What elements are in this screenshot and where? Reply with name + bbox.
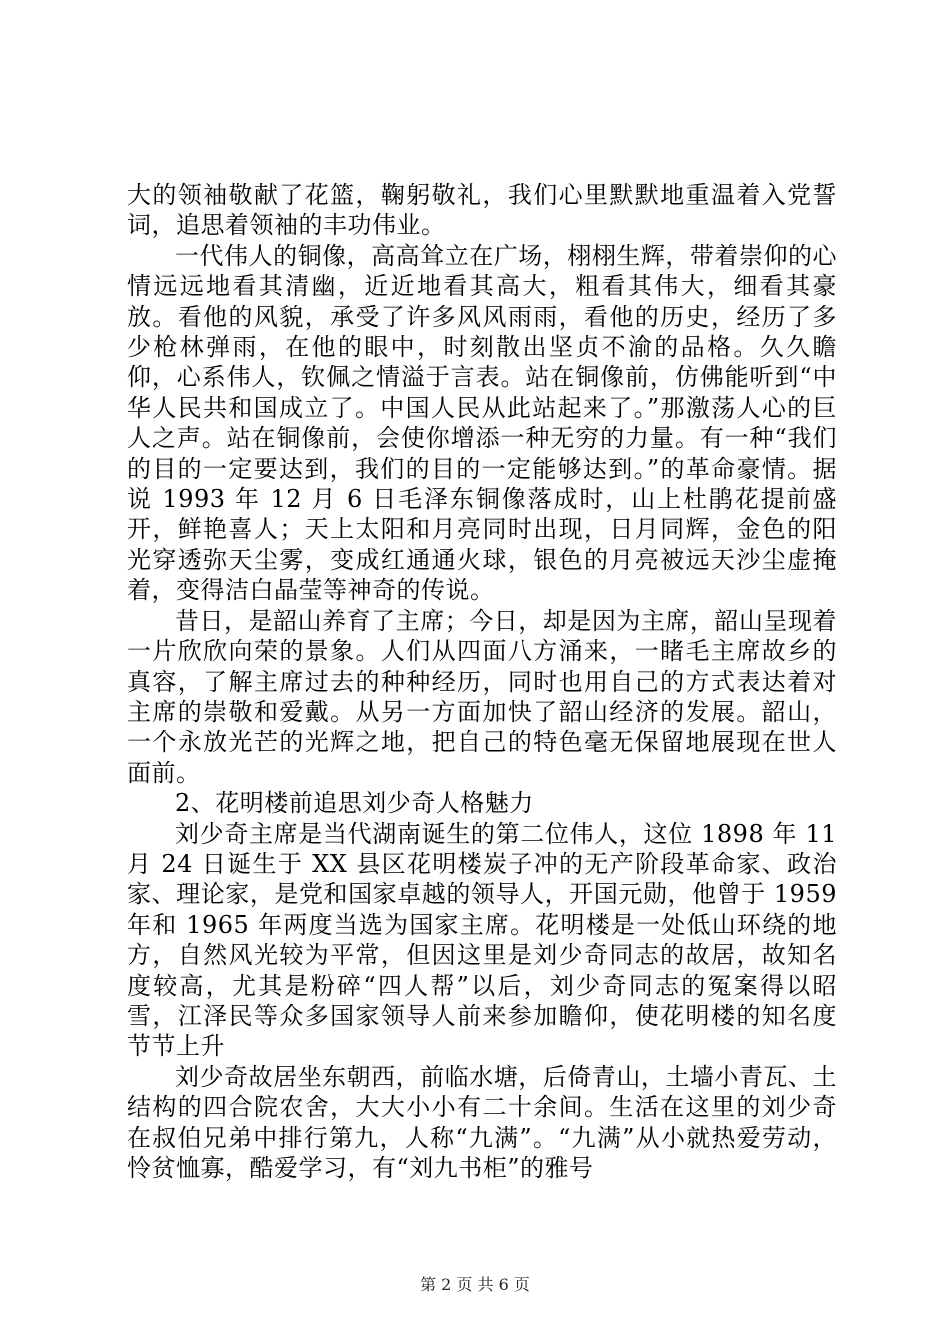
page-number-footer: 第 2 页 共 6 页 [420, 1275, 530, 1294]
paragraph-3: 昔日，是韶山养育了主席；今日，却是因为主席，韶山呈现着一片欣欣向荣的景象。人们从四面八方涌来，一睹毛主席故乡的真容，了解主席过去的种种经历，同时也用自己的方式表达着对主席的崇敬和爱戴。从另一方面加快了韶山经济的发展。韶山，一个永放光芒的光辉之地，把自己的特色毫无保留地展现在世人面前。 [127, 606, 837, 787]
paragraph-6: 刘少奇故居坐东朝西，前临水塘，后倚青山，土墙小青瓦、土结构的四合院农舍，大大小小有二十余间。生活在这里的刘少奇在叔伯兄弟中排行第九，人称“九满”。“九满”从小就热爱劳动，怜贫恤寡，酷爱学习，有“刘九书柜”的雅号 [127, 1062, 837, 1182]
document-body [127, 180, 837, 1183]
paragraph-5: 刘少奇主席是当代湖南诞生的第二位伟人，这位 1898 年 11 月 24 日诞生于 XX 县区花明楼炭子冲的无产阶段革命家、政治家、理论家，是党和国家卓越的领导人，开国元勋，他曾于 1959 年和 1965 年两度当选为国家主席。花明楼是一处低山环绕的地方，自然风光较为平常，但因这里是刘少奇同志的故居，故知名度较高，尤其是粉碎“四人帮”以后，刘少奇同志的冤案得以昭雪，江泽民等众多国家领导人前来参加瞻仰，使花明楼的知名度节节上升 [127, 819, 837, 1061]
paragraph-1: 大的领袖敬献了花篮，鞠躬敬礼，我们心里默默地重温着入党誓词，追思着领袖的丰功伟业。 [127, 181, 837, 240]
paragraph-2: 一代伟人的铜像，高高耸立在广场，栩栩生辉，带着崇仰的心情远远地看其清幽，近近地看其高大，粗看其伟大，细看其豪放。看他的风貌，承受了许多风风雨雨，看他的历史，经历了多少枪林弹雨，在他的眼中，时刻散出坚贞不渝的品格。久久瞻仰，心系伟人，钦佩之情溢于言表。站在铜像前，仿佛能听到“中华人民共和国成立了。中国人民从此站起来了。”那激荡人心的巨人之声。站在铜像前，会使你增添一种无穷的力量。有一种“我们的目的一定要达到，我们的目的一定能够达到。”的革命豪情。据说 1993 年 12 月 6 日毛泽东铜像落成时，山上杜鹃花提前盛开，鲜艳喜人；天上太阳和月亮同时出现，日月同辉，金色的阳光穿透弥天尘雾，变成红通通火球，银色的月亮被远天沙尘虚掩着，变得洁白晶莹等神奇的传说。 [127, 241, 837, 605]
section-heading: 2、花明楼前追思刘少奇人格魅力 [175, 789, 534, 818]
